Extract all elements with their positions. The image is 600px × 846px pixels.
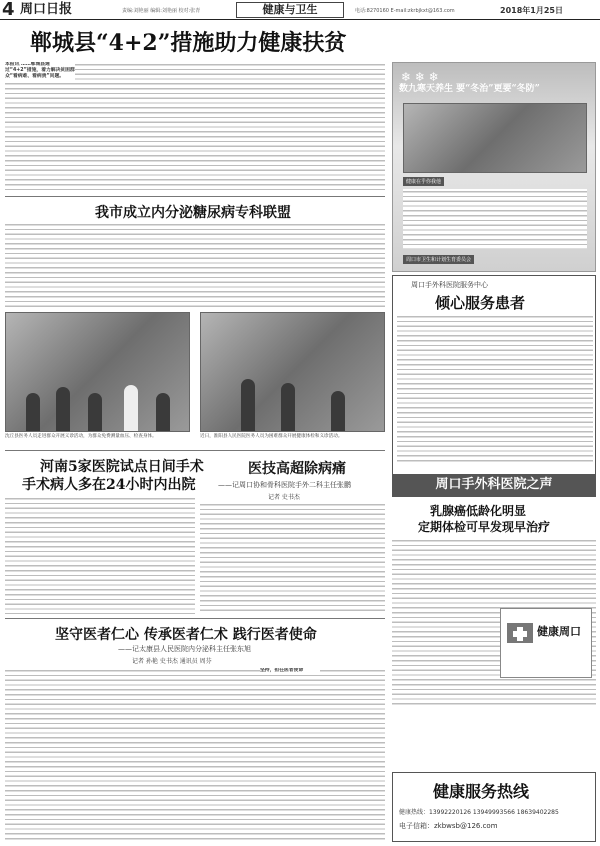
expert-subtitle: ——记周口协和骨科医院手外二科主任张鹏 <box>218 481 351 489</box>
divider <box>5 618 385 619</box>
hotline-title: 健康服务热线 <box>433 782 530 801</box>
editor-meta: 责编:刘艳丽 编辑:刘艳丽 校对:张青 <box>122 8 201 14</box>
hand-voice-banner: 周口手外科医院之声 <box>393 474 595 496</box>
ad-slogan: 健康在乎你我他 <box>403 177 444 186</box>
hospital-icon <box>505 615 535 645</box>
main-headline: 郸城县“4+2”措施助力健康扶贫 <box>30 30 347 56</box>
issue-date: 2018年1月25日 <box>500 6 563 15</box>
mission-body <box>5 668 385 842</box>
hand-heading: 倾心服务患者 <box>435 294 526 312</box>
newspaper-name: 周口日报 <box>20 2 73 17</box>
hospital-logo-text: 健康周口 <box>537 625 581 638</box>
ad-text <box>403 189 587 249</box>
hand-title: 周口手外科医院服务中心 <box>411 281 488 289</box>
photo-caption-2: 近日，淮阳县人民医院医务人员为困难群众开展健康体检和义诊活动。 <box>200 434 343 439</box>
cancer-headline-1: 乳腺癌低龄化明显 <box>430 504 527 518</box>
hotline-email: 电子信箱：zkbwsb@126.com <box>399 822 498 830</box>
day-surgery-headline-1: 河南5家医院试点日间手术 <box>40 459 204 475</box>
day-surgery-body <box>5 496 195 614</box>
hospital-ad <box>500 608 592 678</box>
page-header <box>0 0 600 20</box>
mission-subtitle: ——记太康县人民医院内分泌科主任张东旭 <box>118 645 251 653</box>
main-lead: 本报讯 ……郸城县通过“4+2”措施，着力解决贫困群众“看病难、看病贵”问题。 <box>5 62 75 80</box>
photo-health-check <box>200 312 385 432</box>
main-article-body <box>5 62 385 192</box>
day-surgery-headline-2: 手术病人多在24小时内出院 <box>22 477 196 493</box>
expert-headline: 医技高超除病痛 <box>248 461 346 477</box>
mission-headline: 坚守医者仁心 传承医者仁术 践行医者使命 <box>55 627 317 643</box>
divider <box>5 450 385 451</box>
hotline-phone: 健康热线：13992220126 13949993566 18639402285 <box>399 809 559 816</box>
ad-banner-text: 数九寒天养生 要“冬治”更要“冬防” <box>399 84 540 94</box>
expert-body <box>200 502 385 614</box>
hotline-panel <box>392 772 596 842</box>
contact-info: 电话:8270160 E-mail:zkrbjkxt@163.com <box>355 8 455 14</box>
mission-section-title: 坚持，担任医者使命 <box>260 668 320 674</box>
cancer-headline-2: 定期体检可早发现早治疗 <box>418 520 551 534</box>
photo-caption-1: 沈丘县医务人员走进群众开展义诊活动，为群众免费测量血压、检查身体。 <box>5 434 157 439</box>
health-ad-panel <box>392 62 596 272</box>
ad-photo <box>403 103 587 173</box>
svg-text:❄ ❄ ❄: ❄ ❄ ❄ <box>401 70 439 83</box>
divider <box>5 196 385 197</box>
mission-byline: 记者 孙艳 史书杰 通讯员 周芬 <box>132 658 212 665</box>
hand-surgery-panel <box>392 275 596 497</box>
hand-body <box>397 314 593 464</box>
ad-org: 周口市卫生和计划生育委员会 <box>403 255 474 264</box>
section-title: 健康与卫生 <box>236 2 344 18</box>
alliance-headline: 我市成立内分泌糖尿病专科联盟 <box>95 205 291 221</box>
cancer-body <box>392 538 596 708</box>
expert-byline: 记者 史书杰 <box>268 494 300 501</box>
alliance-article-body <box>5 222 385 310</box>
photo-free-clinic <box>5 312 190 432</box>
page-number: 4 <box>2 0 15 20</box>
